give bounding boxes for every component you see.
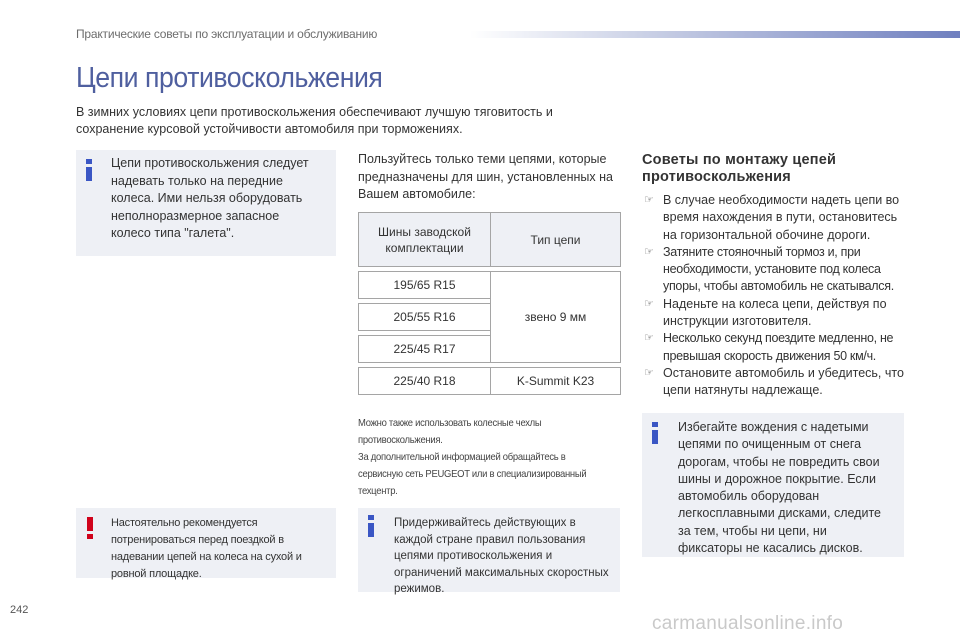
info-box-text: Избегайте вождения с надетыми цепями по очищенным от снега дорогам, чтобы не повредить свои шины и дорожное покрытие. Если автомобиль оборудован легкосплавными дисками, следите за тем, чтобы ни цепи, ни фиксаторы не касались дисков. [678, 420, 881, 556]
table-row [359, 368, 621, 395]
bullet-icon: ☞ [644, 366, 654, 379]
list-item: ☞ Остановите автомобиль и убедитесь, что цепи натянуты надлежаще. [644, 365, 904, 398]
chain-usage-text: Пользуйтесь только теми цепями, которые предназначены для шин, установленных на Вашем автомобиле: [358, 152, 613, 201]
table-cell-tire: 205/55 R16 [359, 304, 491, 331]
additional-info-note [358, 415, 597, 500]
list-item: ☞ Несколько секунд поездите медленно, не превышая скорость движения 50 км/ч. [644, 331, 894, 363]
table-cell-tire: 225/40 R18 [359, 368, 491, 395]
warning-icon [87, 517, 93, 539]
table-header-chain: Тип цепи [491, 213, 621, 267]
info-box-text: Цепи противоскольжения следует надевать только на передние колеса. Ими нельзя оборудовать неполноразмерное запасное колесо типа "галета". [111, 156, 309, 240]
table-cell-tire: 195/65 R15 [359, 272, 491, 299]
list-item: ☞ Наденьте на колеса цепи, действуя по инструкции изготовителя. [644, 296, 887, 329]
tire-chain-table [358, 212, 621, 395]
info-icon [368, 515, 374, 537]
table-cell-chain: K-Summit K23 [491, 368, 621, 395]
warning-box-text: Настоятельно рекомендуется потренироваться перед поездкой в надевании цепей на колеса на сухой и ровной площадке. [111, 517, 302, 580]
bullet-icon: ☞ [644, 332, 654, 345]
tips-list [642, 192, 912, 400]
table-cell-tire: 225/45 R17 [359, 336, 491, 363]
info-icon [86, 159, 92, 181]
table-cell-chain-group: звено 9 мм [491, 272, 621, 363]
page-title: Цепи противоскольжения [76, 62, 383, 94]
header-gradient-bar [470, 31, 960, 38]
bullet-icon: ☞ [644, 194, 654, 206]
note-line-service: За дополнительной информацией обращайтесь в сервисную сеть PEUGEOT или в специализированный техцентр. [358, 451, 587, 497]
table-header-row [359, 213, 621, 267]
info-box-text: Придерживайтесь действующих в каждой стране правил пользования цепями противоскольжения и ограничений максимальных скоростных режимов. [394, 517, 609, 595]
page-number: 242 [10, 604, 29, 616]
bullet-icon: ☞ [644, 297, 654, 310]
bullet-icon: ☞ [644, 245, 654, 258]
info-box-avoid-driving [642, 413, 904, 557]
note-line-covers: Можно также использовать колесные чехлы противоскольжения. [358, 417, 542, 446]
intro-paragraph: В зимних условиях цепи противоскольжения обеспечивают лучшую тяговитость и сохранение курсовой устойчивости автомобиля при торможениях. [76, 105, 553, 136]
list-item: ☞ В случае необходимости надеть цепи во время нахождения в пути, остановитесь на горизонтальной обочине дороги. [644, 193, 900, 242]
info-box-front-wheels [76, 150, 336, 256]
watermark-text: carmanualsonline.info [652, 613, 844, 634]
list-item: ☞ Затяните стояночный тормоз и, при необходимости, установите под колеса упоры, чтобы автомобиль не скатывался. [644, 244, 894, 294]
tips-heading: Советы по монтажу цепей противоскольжения [642, 152, 837, 185]
warning-box-practice [76, 508, 336, 578]
info-box-regulations [358, 508, 620, 595]
header-section-title: Практические советы по эксплуатации и обслуживанию [76, 27, 378, 41]
table-row [359, 272, 621, 299]
info-icon [652, 422, 658, 444]
table-header-tires: Шины заводской комплектации [359, 213, 491, 267]
